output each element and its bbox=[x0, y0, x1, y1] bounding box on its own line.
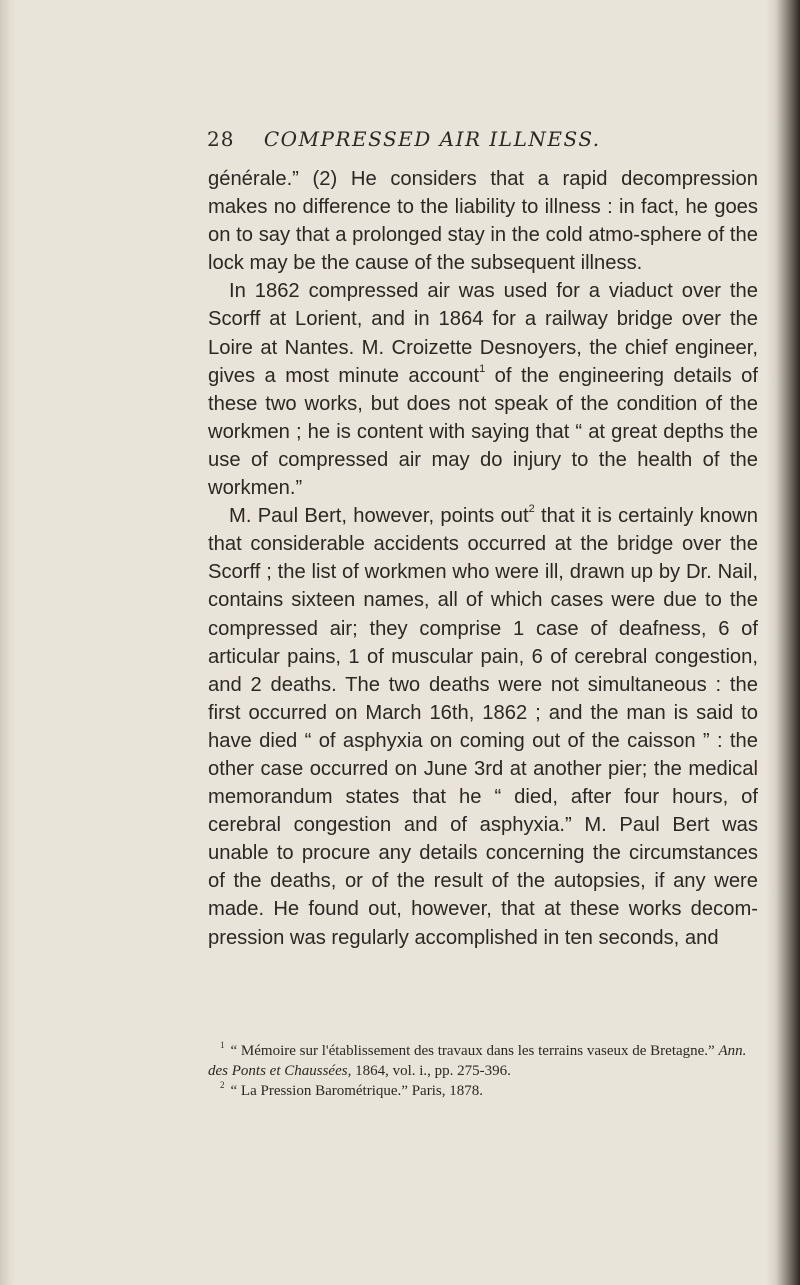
footnote-2-text: “ La Pression Barométrique.” Paris, 1878. bbox=[230, 1083, 483, 1099]
footnote-1-text-b: 1864, vol. i., pp. 275-396. bbox=[351, 1063, 511, 1079]
body-text bbox=[208, 165, 758, 952]
footnote-1 bbox=[208, 1041, 760, 1081]
page-number: 28 bbox=[207, 127, 235, 151]
paragraph-2-text-b: of the engineering details of these two works, but does not speak of the condition of the workmen ; he is content with saying that “ at great depths the use of compressed air may do injury to the health of the workmen.” bbox=[208, 364, 758, 500]
paragraph-3-text-b: that it is certainly known that considerable accidents occurred at the bridge over the Scorff ; the list of workmen who were ill, drawn up by Dr. Nail, contains sixteen names, all of which cases were due to the compressed air; they comprise 1 case of deafness, 6 of articular pains, 1 of muscular pain, 6 of cerebral congestion, and 2 deaths. The two deaths were not simultaneous : the first occurred on March 16th, 1862 ; and the man is said to have died “ of asphyxia on coming out of the caisson ” : the other case occurred on June 3rd at another pier; the medical memorandum states that he “ died, after four hours, of cerebral congestion and of asphyxia.” M. Paul Bert was unable to procure any details concerning the circumstances of the deaths, or of the result of the autopsies, if any were made. He found out, however, that at these works decom-pression was regularly accomplished in ten seconds, and bbox=[208, 505, 758, 949]
footnote-1-mark: 1 bbox=[220, 1040, 225, 1050]
footnote-1-journal: Ann. des Ponts et Chaussées, bbox=[208, 1043, 747, 1079]
running-title: COMPRESSED AIR ILLNESS. bbox=[263, 127, 601, 151]
footnote-ref-1: 1 bbox=[479, 362, 486, 375]
footnotes bbox=[208, 1041, 760, 1101]
footnote-ref-2: 2 bbox=[528, 503, 535, 516]
footnote-2-mark: 2 bbox=[220, 1080, 225, 1090]
paragraph-1: générale.” (2) He considers that a rapid decompression makes no difference to the liability to illness : in fact, he goes on to say that a prolonged stay in the cold atmo-sphere of the lock may be the cause of the subsequent illness. bbox=[208, 168, 758, 275]
paragraph-2-text-a: In 1862 compressed air was used for a viaduct over the Scorff at Lorient, and in 1864 for a railway bridge over the Loire at Nantes. M. Croizette Desnoyers, the chief engineer, gives a most minute account bbox=[208, 280, 758, 387]
footnote-1-text-a: “ Mémoire sur l'établissement des travaux dans les terrains vaseux de Bretagne.” bbox=[230, 1043, 719, 1059]
footnote-2 bbox=[208, 1081, 760, 1101]
paragraph-3-text-a: M. Paul Bert, however, points out bbox=[229, 505, 529, 528]
running-head bbox=[207, 127, 637, 151]
paragraph-3 bbox=[208, 502, 758, 952]
paragraph-2 bbox=[208, 277, 758, 502]
